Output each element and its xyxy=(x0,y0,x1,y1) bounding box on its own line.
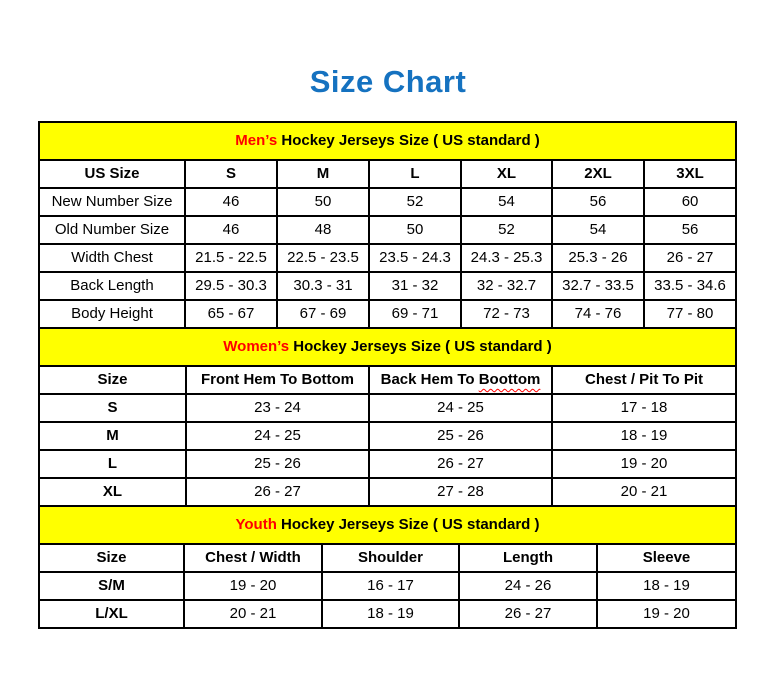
youth-header-cell-2: Shoulder xyxy=(322,544,459,572)
youth-row-1 xyxy=(39,600,736,628)
mens-data-cell: 32 - 32.7 xyxy=(461,272,552,300)
youth-data-cell: 19 - 20 xyxy=(597,600,736,628)
womens-section-banner xyxy=(39,328,736,366)
mens-header-cell-4: XL xyxy=(461,160,552,188)
mens-data-cell: 50 xyxy=(277,188,369,216)
womens-header-cell-0: Size xyxy=(39,366,186,394)
youth-data-cell: 26 - 27 xyxy=(459,600,597,628)
youth-header-cell-0: Size xyxy=(39,544,184,572)
mens-row-4 xyxy=(39,300,736,328)
youth-banner-text: Hockey Jerseys Size ( US standard ) xyxy=(276,515,540,533)
youth-data-cell: 24 - 26 xyxy=(459,572,597,600)
womens-data-cell: 27 - 28 xyxy=(369,478,552,506)
mens-data-cell: 48 xyxy=(277,216,369,244)
womens-data-cell: 20 - 21 xyxy=(552,478,736,506)
womens-row-label: S xyxy=(39,394,186,422)
mens-data-cell: 50 xyxy=(369,216,461,244)
youth-row-0 xyxy=(39,572,736,600)
youth-data-cell: 19 - 20 xyxy=(184,572,322,600)
mens-data-cell: 56 xyxy=(644,216,736,244)
youth-row-label: L/XL xyxy=(39,600,184,628)
mens-header-cell-0: US Size xyxy=(39,160,185,188)
mens-data-cell: 24.3 - 25.3 xyxy=(461,244,552,272)
mens-row-1 xyxy=(39,216,736,244)
womens-header-cell-3: Chest / Pit To Pit xyxy=(552,366,736,394)
mens-data-cell: 52 xyxy=(369,188,461,216)
mens-data-cell: 31 - 32 xyxy=(369,272,461,300)
mens-row-label: Back Length xyxy=(39,272,185,300)
mens-data-cell: 46 xyxy=(185,188,277,216)
youth-header-cell-4: Sleeve xyxy=(597,544,736,572)
womens-row-label: M xyxy=(39,422,186,450)
mens-data-cell: 69 - 71 xyxy=(369,300,461,328)
youth-size-table xyxy=(38,505,737,629)
youth-row-label: S/M xyxy=(39,572,184,600)
mens-data-cell: 56 xyxy=(552,188,644,216)
mens-data-cell: 23.5 - 24.3 xyxy=(369,244,461,272)
mens-data-cell: 72 - 73 xyxy=(461,300,552,328)
mens-data-cell: 26 - 27 xyxy=(644,244,736,272)
womens-header-cell-2 xyxy=(369,366,552,394)
mens-data-cell: 77 - 80 xyxy=(644,300,736,328)
youth-section-banner xyxy=(39,506,736,544)
womens-row-2 xyxy=(39,450,736,478)
mens-row-label: Old Number Size xyxy=(39,216,185,244)
womens-row-0 xyxy=(39,394,736,422)
womens-data-cell: 23 - 24 xyxy=(186,394,369,422)
youth-header-cell-3: Length xyxy=(459,544,597,572)
mens-section-banner xyxy=(39,122,736,160)
womens-data-cell: 19 - 20 xyxy=(552,450,736,478)
mens-data-cell: 65 - 67 xyxy=(185,300,277,328)
youth-data-cell: 20 - 21 xyxy=(184,600,322,628)
womens-data-cell: 17 - 18 xyxy=(552,394,736,422)
womens-row-1 xyxy=(39,422,736,450)
womens-size-table xyxy=(38,327,737,507)
womens-data-cell: 25 - 26 xyxy=(186,450,369,478)
youth-data-cell: 16 - 17 xyxy=(322,572,459,600)
mens-banner-highlight: Men’s xyxy=(235,131,278,149)
youth-header-cell-1: Chest / Width xyxy=(184,544,322,572)
mens-size-table xyxy=(38,121,737,329)
womens-data-cell: 24 - 25 xyxy=(186,422,369,450)
mens-data-cell: 60 xyxy=(644,188,736,216)
mens-row-3 xyxy=(39,272,736,300)
header-text: Back Hem To xyxy=(380,370,479,388)
misspelled-word: Boottom xyxy=(478,370,541,388)
youth-data-cell: 18 - 19 xyxy=(597,572,736,600)
mens-data-cell: 29.5 - 30.3 xyxy=(185,272,277,300)
mens-data-cell: 21.5 - 22.5 xyxy=(185,244,277,272)
mens-row-label: Width Chest xyxy=(39,244,185,272)
mens-data-cell: 32.7 - 33.5 xyxy=(552,272,644,300)
mens-data-cell: 52 xyxy=(461,216,552,244)
womens-row-3 xyxy=(39,478,736,506)
womens-data-cell: 26 - 27 xyxy=(369,450,552,478)
youth-data-cell: 18 - 19 xyxy=(322,600,459,628)
mens-data-cell: 74 - 76 xyxy=(552,300,644,328)
page-title: Size Chart xyxy=(309,64,467,99)
mens-data-cell: 46 xyxy=(185,216,277,244)
womens-data-cell: 24 - 25 xyxy=(369,394,552,422)
mens-data-cell: 67 - 69 xyxy=(277,300,369,328)
mens-header-cell-1: S xyxy=(185,160,277,188)
mens-data-cell: 33.5 - 34.6 xyxy=(644,272,736,300)
mens-data-cell: 54 xyxy=(552,216,644,244)
mens-row-0 xyxy=(39,188,736,216)
mens-banner-text: Hockey Jerseys Size ( US standard ) xyxy=(277,131,540,149)
mens-data-cell: 30.3 - 31 xyxy=(277,272,369,300)
womens-row-label: XL xyxy=(39,478,186,506)
womens-header-cell-1: Front Hem To Bottom xyxy=(186,366,369,394)
womens-row-label: L xyxy=(39,450,186,478)
mens-header-cell-3: L xyxy=(369,160,461,188)
mens-header-cell-5: 2XL xyxy=(552,160,644,188)
womens-banner-highlight: Women’s xyxy=(223,337,290,355)
mens-header-cell-6: 3XL xyxy=(644,160,736,188)
mens-data-cell: 25.3 - 26 xyxy=(552,244,644,272)
youth-banner-highlight: Youth xyxy=(235,515,277,533)
mens-row-2 xyxy=(39,244,736,272)
womens-data-cell: 26 - 27 xyxy=(186,478,369,506)
mens-row-label: Body Height xyxy=(39,300,185,328)
womens-banner-text: Hockey Jerseys Size ( US standard ) xyxy=(289,337,552,355)
size-tables-container xyxy=(38,121,737,629)
womens-data-cell: 18 - 19 xyxy=(552,422,736,450)
mens-header-cell-2: M xyxy=(277,160,369,188)
mens-row-label: New Number Size xyxy=(39,188,185,216)
mens-data-cell: 22.5 - 23.5 xyxy=(277,244,369,272)
womens-data-cell: 25 - 26 xyxy=(369,422,552,450)
mens-data-cell: 54 xyxy=(461,188,552,216)
